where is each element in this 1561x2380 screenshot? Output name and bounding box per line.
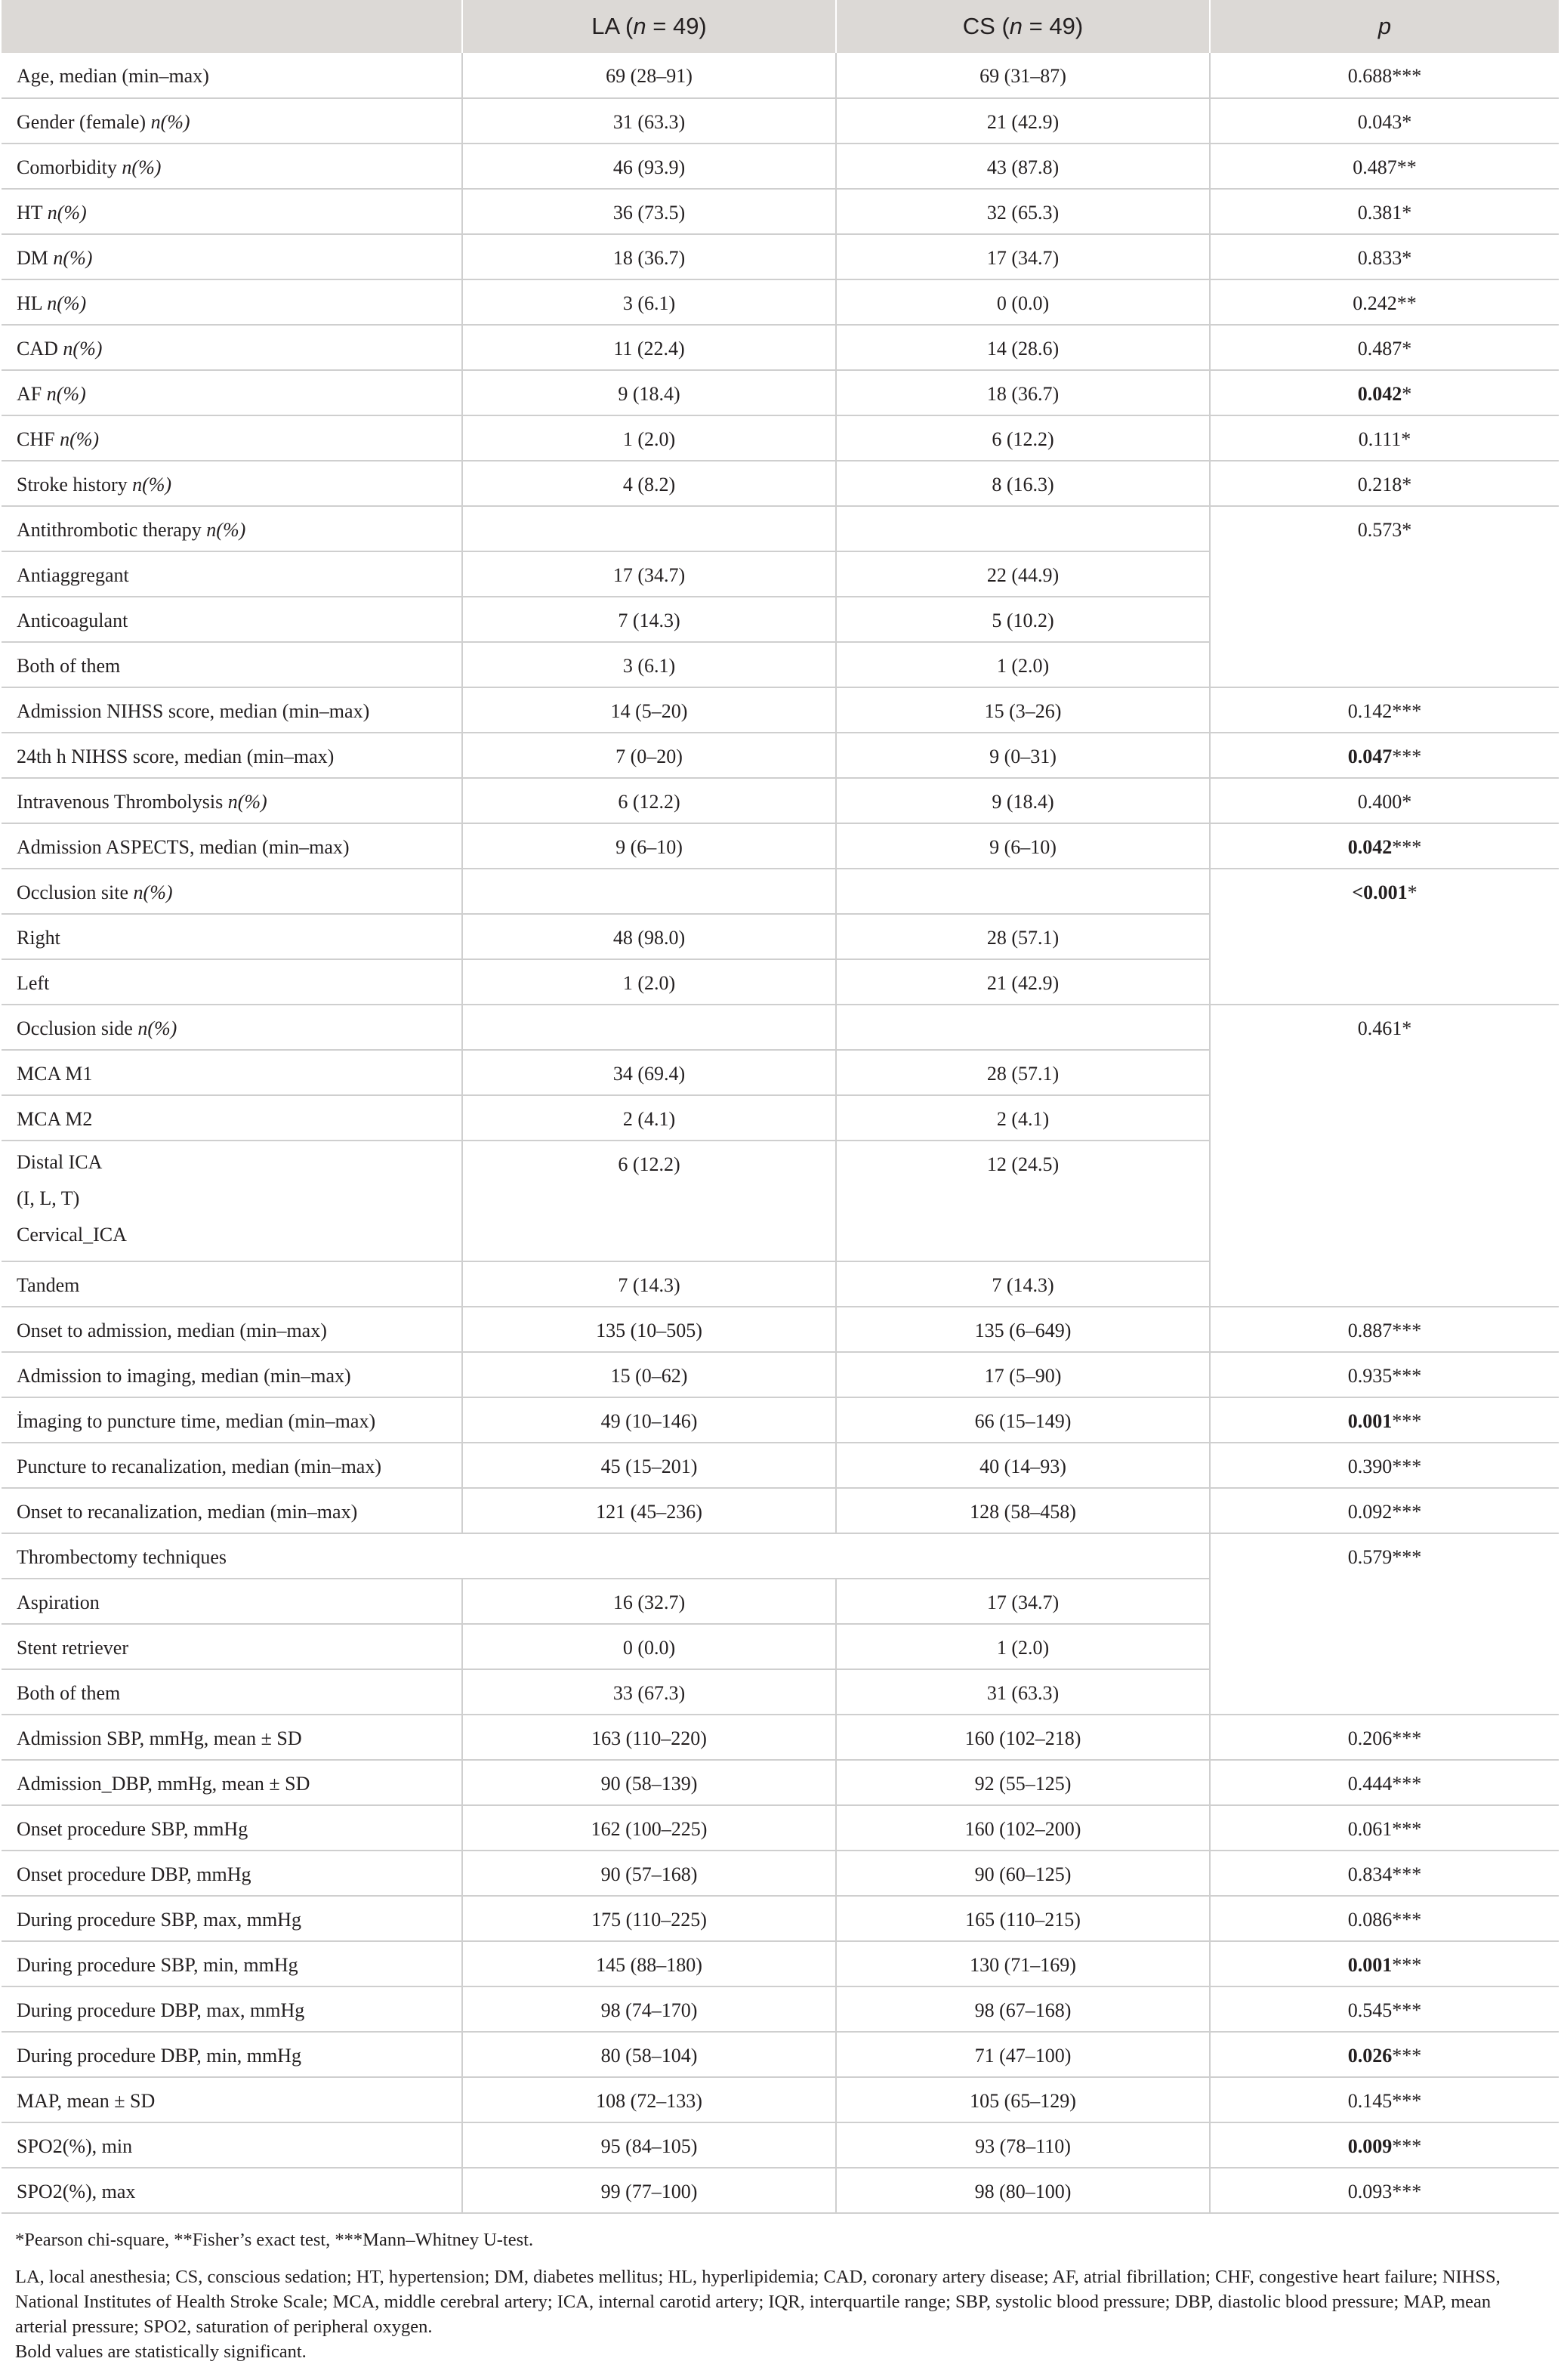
p-value: 0.545*** [1210, 1986, 1559, 2032]
row-label: MCA M1 [2, 1050, 462, 1095]
p-value: 0.092*** [1210, 1488, 1559, 1533]
row-label: Admission NIHSS score, median (min–max) [2, 687, 462, 733]
p-value: 0.093*** [1210, 2168, 1559, 2213]
table-row [2, 1805, 1559, 1851]
cs-value: 92 (55–125) [836, 1760, 1210, 1805]
table-footnotes [0, 2214, 1556, 2364]
p-value: 0.833* [1210, 234, 1559, 279]
row-label: Distal ICA (I, L, T) Cervical_ICA [2, 1141, 462, 1261]
row-label: Onset procedure DBP, mmHg [2, 1851, 462, 1896]
cs-value: 160 (102–218) [836, 1715, 1210, 1760]
p-value: 0.047*** [1210, 733, 1559, 778]
la-value: 11 (22.4) [462, 325, 836, 370]
row-label: Antiaggregant [2, 551, 462, 597]
cs-value: 8 (16.3) [836, 461, 1210, 506]
row-label: Occlusion site n(%) [2, 869, 462, 914]
cs-value: 9 (6–10) [836, 823, 1210, 869]
cs-value: 14 (28.6) [836, 325, 1210, 370]
table-row [2, 1941, 1559, 1986]
la-value: 6 (12.2) [462, 778, 836, 823]
p-value: 0.086*** [1210, 1896, 1559, 1941]
cs-value: 32 (65.3) [836, 189, 1210, 234]
p-value: 0.218* [1210, 461, 1559, 506]
la-value [462, 1005, 836, 1050]
cs-value: 12 (24.5) [836, 1141, 1210, 1261]
table-row [2, 687, 1559, 733]
cs-value: 17 (34.7) [836, 234, 1210, 279]
cs-value: 71 (47–100) [836, 2032, 1210, 2077]
p-value: 0.381* [1210, 189, 1559, 234]
cs-value: 7 (14.3) [836, 1261, 1210, 1307]
p-value: 0.042* [1210, 370, 1559, 415]
cs-value: 28 (57.1) [836, 914, 1210, 959]
row-label: Both of them [2, 642, 462, 687]
la-value: 90 (58–139) [462, 1760, 836, 1805]
row-label: During procedure DBP, max, mmHg [2, 1986, 462, 2032]
row-label: CAD n(%) [2, 325, 462, 370]
la-value: 31 (63.3) [462, 98, 836, 144]
cs-value: 128 (58–458) [836, 1488, 1210, 1533]
row-label: Left [2, 959, 462, 1005]
table-row [2, 2122, 1559, 2168]
la-value: 7 (0–20) [462, 733, 836, 778]
row-label: Antithrombotic therapy n(%) [2, 506, 462, 551]
row-label: SPO2(%), min [2, 2122, 462, 2168]
la-value: 18 (36.7) [462, 234, 836, 279]
la-value: 46 (93.9) [462, 144, 836, 189]
row-label: Thrombectomy techniques [2, 1533, 1210, 1579]
p-value: 0.400* [1210, 778, 1559, 823]
table-row [2, 2168, 1559, 2213]
p-value: 0.573* [1210, 506, 1559, 687]
table-row [2, 1005, 1559, 1050]
p-value: 0.142*** [1210, 687, 1559, 733]
table-row [2, 1851, 1559, 1896]
row-label: Intravenous Thrombolysis n(%) [2, 778, 462, 823]
comparison-table [2, 0, 1559, 2214]
row-label: Stroke history n(%) [2, 461, 462, 506]
row-label: 24th h NIHSS score, median (min–max) [2, 733, 462, 778]
row-label: İmaging to puncture time, median (min–max) [2, 1397, 462, 1443]
p-value: 0.009*** [1210, 2122, 1559, 2168]
row-label: Onset procedure SBP, mmHg [2, 1805, 462, 1851]
row-label: Both of them [2, 1669, 462, 1715]
table-row [2, 1715, 1559, 1760]
table-row [2, 98, 1559, 144]
header-row [2, 0, 1559, 53]
table-row [2, 144, 1559, 189]
la-value: 163 (110–220) [462, 1715, 836, 1760]
cs-value: 135 (6–649) [836, 1307, 1210, 1352]
cs-value: 18 (36.7) [836, 370, 1210, 415]
table-row [2, 1986, 1559, 2032]
row-label: Comorbidity n(%) [2, 144, 462, 189]
footnote-bold: Bold values are statistically significant. [15, 2341, 307, 2362]
cs-value: 6 (12.2) [836, 415, 1210, 461]
cs-value: 43 (87.8) [836, 144, 1210, 189]
header-p: p [1210, 0, 1559, 53]
table-row [2, 2077, 1559, 2122]
cs-value: 105 (65–129) [836, 2077, 1210, 2122]
p-value: 0.461* [1210, 1005, 1559, 1307]
row-label: Anticoagulant [2, 597, 462, 642]
p-value: 0.111* [1210, 415, 1559, 461]
table-row [2, 733, 1559, 778]
la-value: 99 (77–100) [462, 2168, 836, 2213]
la-value: 36 (73.5) [462, 189, 836, 234]
row-label: Admission ASPECTS, median (min–max) [2, 823, 462, 869]
cs-value: 5 (10.2) [836, 597, 1210, 642]
row-label: AF n(%) [2, 370, 462, 415]
p-value: 0.145*** [1210, 2077, 1559, 2122]
row-label: Admission SBP, mmHg, mean ± SD [2, 1715, 462, 1760]
p-value: 0.444*** [1210, 1760, 1559, 1805]
table-row [2, 823, 1559, 869]
footnote-abbreviations: LA, local anesthesia; CS, conscious sedation; HT, hypertension; DM, diabetes mellitus; HL, hyperlipidemia; CAD, coronary artery disease; AF, atrial fibrillation; CHF, congestive heart failure; NIHSS, National Institutes of Health Stroke Scale; MCA, middle cerebral artery; ICA, internal carotid artery; IQR, interquartile range; SBP, systolic blood pressure; DBP, diastolic blood pressure; MAP, mean arterial pressure; SPO2, saturation of peripheral oxygen. [15, 2267, 1501, 2337]
p-value: 0.206*** [1210, 1715, 1559, 1760]
p-value: 0.887*** [1210, 1307, 1559, 1352]
la-value [462, 506, 836, 551]
la-value: 3 (6.1) [462, 279, 836, 325]
cs-value: 98 (80–100) [836, 2168, 1210, 2213]
header-variable [2, 0, 462, 53]
la-value: 7 (14.3) [462, 597, 836, 642]
la-value: 16 (32.7) [462, 1579, 836, 1624]
row-label: Occlusion side n(%) [2, 1005, 462, 1050]
row-label: Admission_DBP, mmHg, mean ± SD [2, 1760, 462, 1805]
la-value: 3 (6.1) [462, 642, 836, 687]
table-row [2, 1896, 1559, 1941]
cs-value: 15 (3–26) [836, 687, 1210, 733]
p-value: 0.043* [1210, 98, 1559, 144]
cs-value: 1 (2.0) [836, 642, 1210, 687]
row-label: Puncture to recanalization, median (min–max) [2, 1443, 462, 1488]
cs-value: 93 (78–110) [836, 2122, 1210, 2168]
table-row [2, 1443, 1559, 1488]
cs-value: 21 (42.9) [836, 98, 1210, 144]
p-value: 0.487* [1210, 325, 1559, 370]
table-row [2, 1397, 1559, 1443]
table-row [2, 1533, 1559, 1579]
p-value: 0.487** [1210, 144, 1559, 189]
cs-value: 22 (44.9) [836, 551, 1210, 597]
la-value: 7 (14.3) [462, 1261, 836, 1307]
table-row [2, 189, 1559, 234]
table-row [2, 778, 1559, 823]
p-value: 0.042*** [1210, 823, 1559, 869]
header-la: LA (n = 49) [462, 0, 836, 53]
la-value [462, 869, 836, 914]
row-label: During procedure DBP, min, mmHg [2, 2032, 462, 2077]
cs-value: 21 (42.9) [836, 959, 1210, 1005]
cs-value: 1 (2.0) [836, 1624, 1210, 1669]
table-row [2, 1352, 1559, 1397]
cs-value: 28 (57.1) [836, 1050, 1210, 1095]
p-value: 0.935*** [1210, 1352, 1559, 1397]
cs-value [836, 506, 1210, 551]
row-label: HT n(%) [2, 189, 462, 234]
la-value: 98 (74–170) [462, 1986, 836, 2032]
row-label: Tandem [2, 1261, 462, 1307]
row-label: Gender (female) n(%) [2, 98, 462, 144]
p-value: 0.390*** [1210, 1443, 1559, 1488]
p-value: 0.834*** [1210, 1851, 1559, 1896]
la-value: 1 (2.0) [462, 959, 836, 1005]
header-cs: CS (n = 49) [836, 0, 1210, 53]
table-row [2, 461, 1559, 506]
row-label: Age, median (min–max) [2, 53, 462, 98]
la-value: 9 (6–10) [462, 823, 836, 869]
p-value: 0.579*** [1210, 1533, 1559, 1715]
cs-value: 165 (110–215) [836, 1896, 1210, 1941]
cs-value: 90 (60–125) [836, 1851, 1210, 1896]
cs-value: 2 (4.1) [836, 1095, 1210, 1141]
table-row [2, 415, 1559, 461]
la-value: 108 (72–133) [462, 2077, 836, 2122]
p-value: 0.688*** [1210, 53, 1559, 98]
table-row [2, 2032, 1559, 2077]
p-value: 0.001*** [1210, 1397, 1559, 1443]
la-value: 14 (5–20) [462, 687, 836, 733]
cs-value: 9 (18.4) [836, 778, 1210, 823]
la-value: 121 (45–236) [462, 1488, 836, 1533]
la-value: 175 (110–225) [462, 1896, 836, 1941]
table-row [2, 325, 1559, 370]
la-value: 48 (98.0) [462, 914, 836, 959]
row-label: During procedure SBP, min, mmHg [2, 1941, 462, 1986]
la-value: 80 (58–104) [462, 2032, 836, 2077]
cs-value: 40 (14–93) [836, 1443, 1210, 1488]
la-value: 145 (88–180) [462, 1941, 836, 1986]
row-label: Stent retriever [2, 1624, 462, 1669]
la-value: 15 (0–62) [462, 1352, 836, 1397]
p-value: 0.061*** [1210, 1805, 1559, 1851]
row-label: During procedure SBP, max, mmHg [2, 1896, 462, 1941]
row-label: CHF n(%) [2, 415, 462, 461]
table-row [2, 370, 1559, 415]
row-label: Aspiration [2, 1579, 462, 1624]
la-value: 6 (12.2) [462, 1141, 836, 1261]
cs-value: 130 (71–169) [836, 1941, 1210, 1986]
la-value: 9 (18.4) [462, 370, 836, 415]
p-value: 0.026*** [1210, 2032, 1559, 2077]
footnote-tests: *Pearson chi-square, **Fisher’s exact test, ***Mann–Whitney U-test. [15, 2230, 534, 2250]
table-row [2, 53, 1559, 98]
cs-value: 31 (63.3) [836, 1669, 1210, 1715]
p-value: 0.242** [1210, 279, 1559, 325]
table-row [2, 506, 1559, 551]
la-value: 1 (2.0) [462, 415, 836, 461]
table-row [2, 1760, 1559, 1805]
la-value: 4 (8.2) [462, 461, 836, 506]
cs-value: 17 (34.7) [836, 1579, 1210, 1624]
row-label: Admission to imaging, median (min–max) [2, 1352, 462, 1397]
table-row [2, 279, 1559, 325]
cs-value: 0 (0.0) [836, 279, 1210, 325]
row-label: HL n(%) [2, 279, 462, 325]
la-value: 135 (10–505) [462, 1307, 836, 1352]
row-label: Onset to admission, median (min–max) [2, 1307, 462, 1352]
cs-value: 69 (31–87) [836, 53, 1210, 98]
la-value: 69 (28–91) [462, 53, 836, 98]
cs-value [836, 1005, 1210, 1050]
p-value: 0.001*** [1210, 1941, 1559, 1986]
cs-value: 17 (5–90) [836, 1352, 1210, 1397]
row-label: MCA M2 [2, 1095, 462, 1141]
row-label: Right [2, 914, 462, 959]
cs-value [836, 869, 1210, 914]
la-value: 34 (69.4) [462, 1050, 836, 1095]
p-value: <0.001* [1210, 869, 1559, 1005]
row-label: Onset to recanalization, median (min–max) [2, 1488, 462, 1533]
cs-value: 9 (0–31) [836, 733, 1210, 778]
la-value: 45 (15–201) [462, 1443, 836, 1488]
la-value: 90 (57–168) [462, 1851, 836, 1896]
row-label: MAP, mean ± SD [2, 2077, 462, 2122]
la-value: 33 (67.3) [462, 1669, 836, 1715]
cs-value: 98 (67–168) [836, 1986, 1210, 2032]
la-value: 162 (100–225) [462, 1805, 836, 1851]
la-value: 2 (4.1) [462, 1095, 836, 1141]
table-row [2, 234, 1559, 279]
la-value: 95 (84–105) [462, 2122, 836, 2168]
la-value: 0 (0.0) [462, 1624, 836, 1669]
cs-value: 160 (102–200) [836, 1805, 1210, 1851]
table-row [2, 1307, 1559, 1352]
row-label: DM n(%) [2, 234, 462, 279]
cs-value: 66 (15–149) [836, 1397, 1210, 1443]
la-value: 17 (34.7) [462, 551, 836, 597]
table-row [2, 869, 1559, 914]
table-row [2, 1488, 1559, 1533]
la-value: 49 (10–146) [462, 1397, 836, 1443]
row-label: SPO2(%), max [2, 2168, 462, 2213]
